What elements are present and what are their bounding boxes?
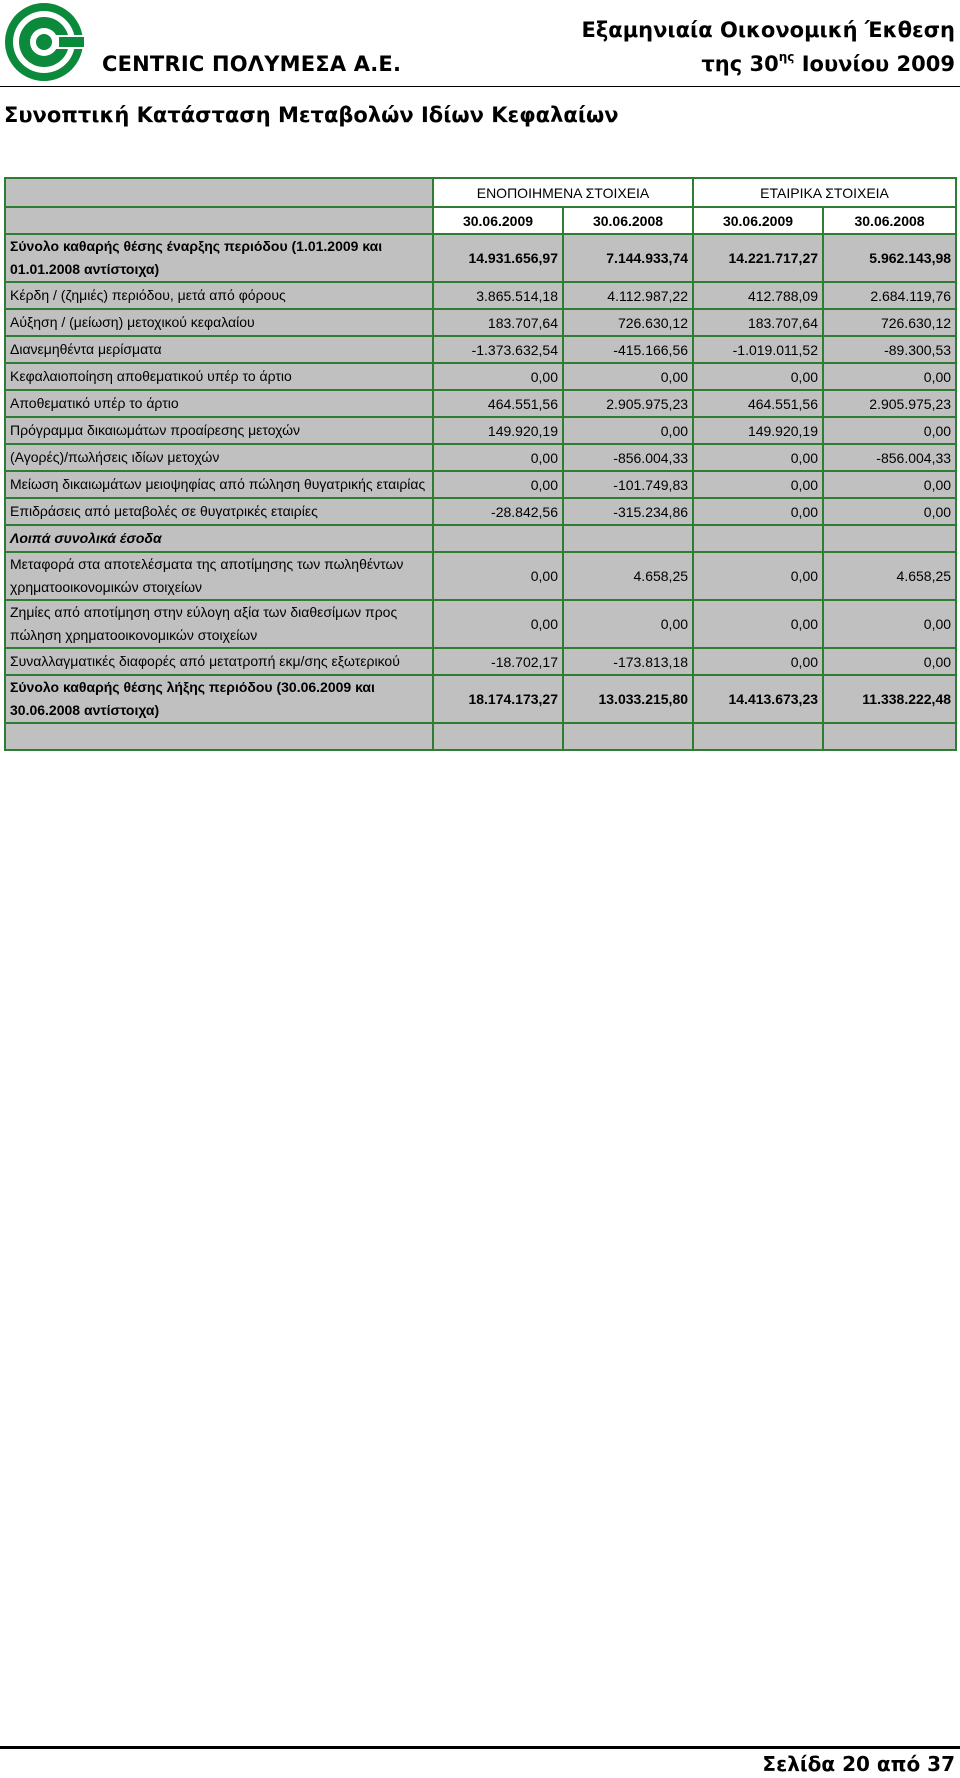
table-body xyxy=(5,178,956,750)
value-cell: 464.551,56 xyxy=(433,390,563,417)
value-cell: 4.658,25 xyxy=(563,552,693,600)
row-label: (Αγορές)/πωλήσεις ιδίων μετοχών xyxy=(5,444,433,471)
row-label: Μείωση δικαιωμάτων μειοψηφίας από πώληση θυγατρικής εταιρίας xyxy=(5,471,433,498)
report-date-prefix: της 30 xyxy=(701,52,779,76)
equity-changes-table xyxy=(4,177,957,751)
report-date-suffix: Ιουνίου 2009 xyxy=(794,52,955,76)
page-title: Συνοπτική Κατάσταση Μεταβολών Ιδίων Κεφαλαίων xyxy=(4,103,619,127)
value-cell: 0,00 xyxy=(823,471,956,498)
value-cell: 183.707,64 xyxy=(433,309,563,336)
footer-rule xyxy=(0,1746,960,1749)
row-label: Συναλλαγματικές διαφορές από μετατροπή εκμ/σης εξωτερικού xyxy=(5,648,433,675)
value-cell: 0,00 xyxy=(823,363,956,390)
value-cell: -101.749,83 xyxy=(563,471,693,498)
empty-cell xyxy=(823,723,956,750)
report-date-sup: ης xyxy=(778,50,795,64)
empty-cell xyxy=(433,723,563,750)
row-label: Κέρδη / (ζημιές) περιόδου, μετά από φόρους xyxy=(5,282,433,309)
table-row xyxy=(5,363,956,390)
report-date xyxy=(701,52,955,76)
header-empty-cell xyxy=(5,207,433,234)
value-cell: 0,00 xyxy=(433,363,563,390)
row-label: Αύξηση / (μείωση) μετοχικού κεφαλαίου xyxy=(5,309,433,336)
value-cell: 0,00 xyxy=(693,552,823,600)
value-cell: 0,00 xyxy=(433,552,563,600)
report-title: Εξαμηνιαία Οικονομική Έκθεση xyxy=(581,18,955,42)
row-label: Αποθεματικό υπέρ το άρτιο xyxy=(5,390,433,417)
value-cell: 11.338.222,48 xyxy=(823,675,956,723)
value-cell: -1.019.011,52 xyxy=(693,336,823,363)
table-row xyxy=(5,471,956,498)
row-label: Μεταφορά στα αποτελέσματα της αποτίμησης των πωληθέντων χρηματοοικονομικών στοιχείων xyxy=(5,552,433,600)
table-row xyxy=(5,336,956,363)
table-row xyxy=(5,552,956,600)
group-header-consolidated: ΕΝΟΠΟΙΗΜΕΝΑ ΣΤΟΙΧΕΙΑ xyxy=(433,178,693,207)
date-header-row xyxy=(5,207,956,234)
value-cell: 726.630,12 xyxy=(563,309,693,336)
row-label: Ζημίες από αποτίμηση στην εύλογη αξία των διαθεσίμων προς πώληση χρηματοοικονομικών στοιχείων xyxy=(5,600,433,648)
value-cell: -856.004,33 xyxy=(563,444,693,471)
value-cell: 412.788,09 xyxy=(693,282,823,309)
value-cell: 0,00 xyxy=(823,498,956,525)
table-row xyxy=(5,600,956,648)
value-cell: 0,00 xyxy=(693,363,823,390)
header-empty-cell xyxy=(5,178,433,207)
value-cell: 183.707,64 xyxy=(693,309,823,336)
column-date: 30.06.2009 xyxy=(693,207,823,234)
value-cell: 5.962.143,98 xyxy=(823,234,956,282)
column-date: 30.06.2008 xyxy=(563,207,693,234)
value-cell: 0,00 xyxy=(693,648,823,675)
value-cell: -18.702,17 xyxy=(433,648,563,675)
value-cell: 18.174.173,27 xyxy=(433,675,563,723)
table-row xyxy=(5,648,956,675)
value-cell: 0,00 xyxy=(563,417,693,444)
value-cell: -415.166,56 xyxy=(563,336,693,363)
value-cell: 0,00 xyxy=(433,444,563,471)
value-cell: -89.300,53 xyxy=(823,336,956,363)
section-label: Λοιπά συνολικά έσοδα xyxy=(5,525,433,552)
value-cell: -28.842,56 xyxy=(433,498,563,525)
value-cell: 149.920,19 xyxy=(693,417,823,444)
value-cell: 0,00 xyxy=(693,444,823,471)
value-cell: 0,00 xyxy=(693,471,823,498)
table-row xyxy=(5,675,956,723)
value-cell: 2.684.119,76 xyxy=(823,282,956,309)
group-header-row xyxy=(5,178,956,207)
value-cell: 0,00 xyxy=(823,417,956,444)
company-name: CENTRIC ΠΟΛΥΜΕΣΑ Α.Ε. xyxy=(102,52,402,76)
value-cell: 464.551,56 xyxy=(693,390,823,417)
value-cell: 14.221.717,27 xyxy=(693,234,823,282)
value-cell: 149.920,19 xyxy=(433,417,563,444)
row-label: Διανεμηθέντα μερίσματα xyxy=(5,336,433,363)
value-cell: 4.658,25 xyxy=(823,552,956,600)
value-cell: 14.413.673,23 xyxy=(693,675,823,723)
table-row xyxy=(5,309,956,336)
empty-cell xyxy=(693,723,823,750)
value-cell: 2.905.975,23 xyxy=(563,390,693,417)
value-cell: 726.630,12 xyxy=(823,309,956,336)
table-row xyxy=(5,417,956,444)
empty-cell xyxy=(433,525,563,552)
empty-cell xyxy=(693,525,823,552)
value-cell: 2.905.975,23 xyxy=(823,390,956,417)
value-cell: 13.033.215,80 xyxy=(563,675,693,723)
table-row xyxy=(5,498,956,525)
header-rule xyxy=(0,86,960,87)
row-label: Κεφαλαιοποίηση αποθεματικού υπέρ το άρτιο xyxy=(5,363,433,390)
page-number: Σελίδα 20 από 37 xyxy=(762,1752,955,1776)
row-label: Επιδράσεις από μεταβολές σε θυγατρικές εταιρίες xyxy=(5,498,433,525)
value-cell: 14.931.656,97 xyxy=(433,234,563,282)
row-label: Πρόγραμμα δικαιωμάτων προαίρεσης μετοχών xyxy=(5,417,433,444)
value-cell: 3.865.514,18 xyxy=(433,282,563,309)
row-label: Σύνολο καθαρής θέσης έναρξης περιόδου (1.01.2009 και 01.01.2008 αντίστοιχα) xyxy=(5,234,433,282)
group-header-company: ΕΤΑΙΡΙΚΑ ΣΤΟΙΧΕΙΑ xyxy=(693,178,956,207)
value-cell: 0,00 xyxy=(433,471,563,498)
column-date: 30.06.2009 xyxy=(433,207,563,234)
value-cell: -173.813,18 xyxy=(563,648,693,675)
value-cell: 0,00 xyxy=(563,600,693,648)
value-cell: 7.144.933,74 xyxy=(563,234,693,282)
value-cell: 0,00 xyxy=(433,600,563,648)
table-row xyxy=(5,234,956,282)
value-cell: 0,00 xyxy=(823,648,956,675)
row-label: Σύνολο καθαρής θέσης λήξης περιόδου (30.06.2009 και 30.06.2008 αντίστοιχα) xyxy=(5,675,433,723)
table-row xyxy=(5,444,956,471)
section-row xyxy=(5,525,956,552)
value-cell: 0,00 xyxy=(693,600,823,648)
empty-cell xyxy=(563,723,693,750)
table-row xyxy=(5,282,956,309)
empty-cell xyxy=(823,525,956,552)
value-cell: 4.112.987,22 xyxy=(563,282,693,309)
value-cell: -856.004,33 xyxy=(823,444,956,471)
value-cell: 0,00 xyxy=(693,498,823,525)
empty-cell xyxy=(5,723,433,750)
centric-logo-icon xyxy=(4,2,84,82)
value-cell: 0,00 xyxy=(563,363,693,390)
value-cell: 0,00 xyxy=(823,600,956,648)
column-date: 30.06.2008 xyxy=(823,207,956,234)
value-cell: -315.234,86 xyxy=(563,498,693,525)
blank-row xyxy=(5,723,956,750)
table-row xyxy=(5,390,956,417)
empty-cell xyxy=(563,525,693,552)
value-cell: -1.373.632,54 xyxy=(433,336,563,363)
